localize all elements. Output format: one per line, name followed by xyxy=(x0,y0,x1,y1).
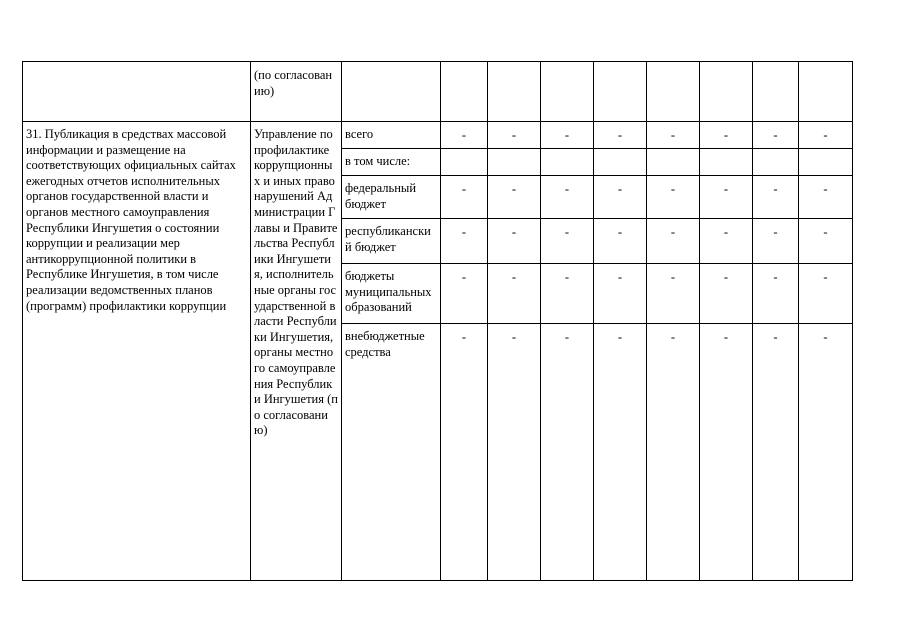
funding-value-cell xyxy=(488,149,541,176)
measure-cell-empty xyxy=(23,62,251,122)
funding-value-cell: - xyxy=(541,264,594,324)
funding-value-cell: - xyxy=(799,176,853,219)
funding-value-cell: - xyxy=(594,324,647,581)
funding-value-cell: - xyxy=(799,264,853,324)
funding-source-label: внебюджетные средства xyxy=(345,329,425,359)
funding-value-cell xyxy=(594,149,647,176)
funding-value-cell: - xyxy=(541,324,594,581)
funding-value-cell: - xyxy=(488,219,541,264)
funding-value-cell: - xyxy=(441,122,488,149)
funding-value-cell xyxy=(799,149,853,176)
executor-cell xyxy=(251,62,342,122)
funding-value-cell: - xyxy=(488,324,541,581)
funding-source-label: всего xyxy=(345,127,374,141)
funding-source-cell xyxy=(342,219,441,264)
funding-value-cell: - xyxy=(799,122,853,149)
funding-value-cell: - xyxy=(700,122,753,149)
funding-source-label: в том числе: xyxy=(345,154,411,168)
funding-value-cell: - xyxy=(753,264,799,324)
measure-executor-cell xyxy=(251,122,342,581)
funding-value-cell: - xyxy=(753,122,799,149)
funding-value-cell: - xyxy=(541,219,594,264)
funding-value-cell: - xyxy=(441,264,488,324)
funding-value-cell: - xyxy=(441,324,488,581)
funding-value-cell: - xyxy=(541,176,594,219)
funding-value-cell: - xyxy=(541,122,594,149)
funding-value-cell: - xyxy=(700,324,753,581)
funding-value-cell: - xyxy=(594,219,647,264)
executor-tail-text: (по согласованию) xyxy=(254,68,333,98)
funding-source-cell xyxy=(342,122,441,149)
funding-source-cell xyxy=(342,176,441,219)
funding-value-cell: - xyxy=(441,176,488,219)
funding-value-cell: - xyxy=(488,264,541,324)
funding-source-cell xyxy=(342,324,441,581)
funding-value-cell: - xyxy=(594,264,647,324)
funding-source-label: бюджеты муниципальных образований xyxy=(345,269,432,314)
funding-value-cell: - xyxy=(594,122,647,149)
funding-source-cell xyxy=(342,264,441,324)
measure-executor: Управление по профилактике коррупционных и иных правонарушений Администрации Главы и Правительства Республики Ингушетия, исполнительные органы государственной власти Республики Ингушетия, органы местного самоуправления Республики Ингушетия (по согласованию) xyxy=(254,127,338,438)
funding-value-cell xyxy=(647,149,700,176)
table-row-continuation xyxy=(23,62,853,122)
funding-table xyxy=(22,61,853,581)
funding-source-label: республиканский бюджет xyxy=(345,224,431,254)
funding-value-cell: - xyxy=(647,264,700,324)
funding-value-cell: - xyxy=(799,219,853,264)
funding-source-label: федеральный бюджет xyxy=(345,181,417,211)
funding-value-cell: - xyxy=(753,219,799,264)
funding-value-cell: - xyxy=(753,176,799,219)
funding-source-cell xyxy=(342,149,441,176)
funding-value-cell: - xyxy=(799,324,853,581)
funding-value-cell: - xyxy=(488,122,541,149)
measure-title: 31. Публикация в средствах массовой информации и размещение на соответствующих официальных сайтах ежегодных отчетов исполнительных органов государственной власти и органов местного самоуправления Республики Ингушетия о состоянии коррупции и реализации мер антикоррупционной политики в Республике Ингушетия, в том числе реализации ведомственных планов (программ) профилактики коррупции xyxy=(26,127,236,313)
funding-value-cell: - xyxy=(700,176,753,219)
funding-value-cell: - xyxy=(488,176,541,219)
funding-value-cell xyxy=(753,149,799,176)
funding-value-cell xyxy=(541,149,594,176)
funding-value-cell: - xyxy=(700,219,753,264)
funding-value-cell: - xyxy=(700,264,753,324)
funding-value-cell xyxy=(700,149,753,176)
funding-value-cell: - xyxy=(441,219,488,264)
funding-value-cell: - xyxy=(647,324,700,581)
funding-value-cell: - xyxy=(753,324,799,581)
funding-value-cell: - xyxy=(647,122,700,149)
funding-value-cell: - xyxy=(647,176,700,219)
measure-title-cell xyxy=(23,122,251,581)
table-row xyxy=(23,122,853,149)
funding-value-cell xyxy=(441,149,488,176)
funding-value-cell: - xyxy=(594,176,647,219)
funding-value-cell: - xyxy=(647,219,700,264)
